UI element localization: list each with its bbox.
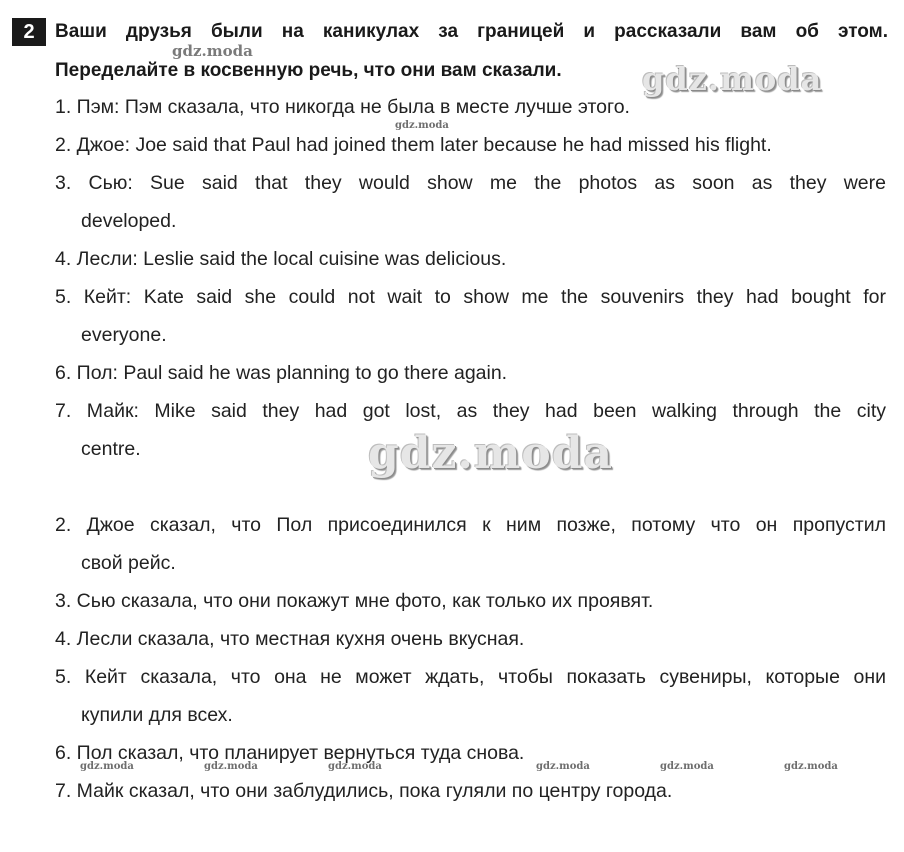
answer-line-continuation: свой рейс. — [81, 552, 176, 574]
answer-line: 6. Пол сказал, что планирует вернуться туда снова. — [55, 742, 525, 764]
answer-line: 3. Сью сказала, что они покажут мне фото, как только их проявят. — [55, 590, 654, 612]
answer-line: 4. Лесли: Leslie said the local cuisine was delicious. — [55, 248, 507, 270]
watermark-logo: gdz.moda — [328, 761, 382, 772]
answer-line: 4. Лесли сказала, что местная кухня очень вкусная. — [55, 628, 525, 650]
answer-ru-3 — [55, 582, 886, 620]
answer-line: 7. Майк: Mike said they had got lost, as they had been walking through the city — [55, 400, 886, 422]
answer-en-4 — [55, 240, 886, 278]
answer-en-6 — [55, 354, 886, 392]
answer-line: 2. Джое сказал, что Пол присоединился к ним позже, потому что он пропустил — [55, 514, 886, 536]
answer-line: 5. Кейт: Kate said she could not wait to show me the souvenirs they had bought for — [55, 286, 886, 308]
answer-en-2 — [55, 126, 886, 164]
task-instruction-line-2: Переделайте в косвенную речь, что они вам сказали. — [55, 60, 562, 81]
answer-en-3 — [55, 164, 886, 240]
answer-line: 1. Пэм: Пэм сказала, что никогда не была в месте лучше этого. — [55, 96, 630, 118]
answer-line: 3. Сью: Sue said that they would show me the photos as soon as they were — [55, 172, 886, 194]
answer-ru-5 — [55, 658, 886, 734]
watermark-logo: gdz.moda — [204, 761, 258, 772]
answer-line-continuation: купили для всех. — [81, 704, 233, 726]
answer-line-continuation: centre. — [81, 438, 141, 460]
exercise-number-badge: 2 — [12, 18, 46, 46]
answer-line: 6. Пол: Paul said he was planning to go there again. — [55, 362, 508, 384]
answer-ru-4 — [55, 620, 886, 658]
answer-ru-2 — [55, 506, 886, 582]
answer-ru-7 — [55, 772, 886, 810]
answer-line-continuation: developed. — [81, 210, 177, 232]
watermark-logo: gdz.moda — [784, 761, 838, 772]
watermark-logo: gdz.moda — [368, 428, 614, 479]
watermark-logo: gdz.moda — [642, 60, 823, 98]
answer-en-5 — [55, 278, 886, 354]
answer-line: 5. Кейт сказала, что она не может ждать, чтобы показать сувениры, которые они — [55, 666, 886, 688]
answer-line: 2. Джое: Joe said that Paul had joined them later because he had missed his flight. — [55, 134, 772, 156]
answer-ru-6 — [55, 734, 886, 772]
task-instruction-line-1: Ваши друзья были на каникулах за границей и рассказали вам об этом. — [55, 21, 888, 42]
watermark-logo: gdz.moda — [172, 42, 253, 60]
watermark-logo: gdz.moda — [395, 120, 449, 131]
answer-line: 7. Майк сказал, что они заблудились, пока гуляли по центру города. — [55, 780, 673, 802]
answer-line-continuation: everyone. — [81, 324, 167, 346]
watermark-logo: gdz.moda — [536, 761, 590, 772]
watermark-logo: gdz.moda — [80, 761, 134, 772]
watermark-logo: gdz.moda — [660, 761, 714, 772]
